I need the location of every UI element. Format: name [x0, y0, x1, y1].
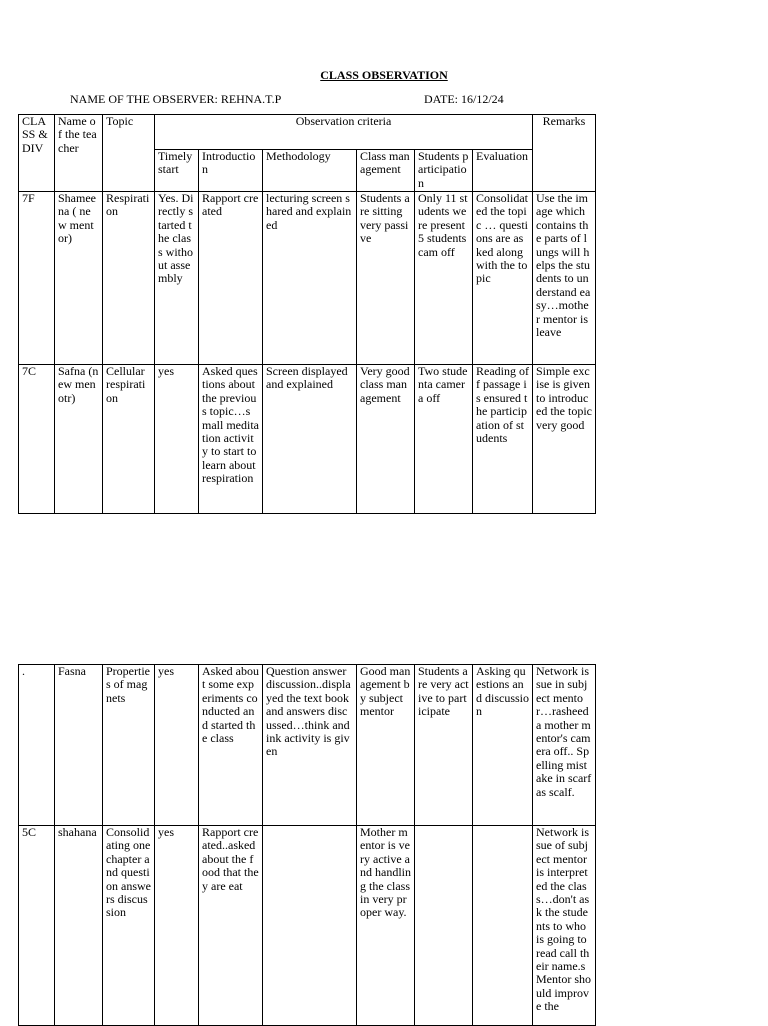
cell-topic: Properties of magnets [103, 665, 155, 826]
cell-teacher: Shameena ( new mentor) [55, 192, 103, 365]
table-row [19, 365, 596, 514]
cell-remarks: Use the image which contains the parts of lungs will helps the students to understand easy…mother mentor is leave [533, 192, 596, 365]
cell-topic: Respiration [103, 192, 155, 365]
header-observation-criteria: Observation criteria [155, 115, 533, 150]
cell-teacher: Fasna [55, 665, 103, 826]
cell-class-div: . [19, 665, 55, 826]
header-evaluation: Evaluation [473, 150, 533, 192]
cell-topic: Cellular respiration [103, 365, 155, 514]
cell-methodology [263, 826, 357, 1026]
header-class-div: CLASS & DIV [19, 115, 55, 192]
table-row [19, 826, 596, 1026]
cell-timely-start: yes [155, 365, 199, 514]
cell-class-div: 7C [19, 365, 55, 514]
header-students-participation: Students participation [415, 150, 473, 192]
header-class-management: Class management [357, 150, 415, 192]
cell-timely-start: yes [155, 665, 199, 826]
cell-introduction: Asked questions about the previous topic…small meditation activity to start to learn about respiration [199, 365, 263, 514]
cell-remarks: Network issue of subject mentor is interpreted the class…don't ask the students to who is going to read call their name.s Mentor should improve the [533, 826, 596, 1026]
cell-students-participation: Students are very active to participate [415, 665, 473, 826]
cell-class-management: Good management by subject mentor [357, 665, 415, 826]
table-row [19, 665, 596, 826]
cell-class-div: 7F [19, 192, 55, 365]
observation-table-continued [18, 664, 596, 1026]
cell-timely-start: yes [155, 826, 199, 1026]
cell-remarks: Network issue in subject mentor…rasheeda mother mentor's camera off.. Spelling mistake in scarf as scalf. [533, 665, 596, 826]
cell-methodology: Screen displayed and explained [263, 365, 357, 514]
observation-table [18, 114, 596, 514]
cell-remarks: Simple excise is given to introduced the topic very good [533, 365, 596, 514]
header-timely-start: Timely start [155, 150, 199, 192]
document-title: CLASS OBSERVATION [320, 68, 448, 82]
header-teacher: Name of the teacher [55, 115, 103, 192]
cell-methodology: Question answer discussion..displayed the text book and answers discussed…think and ink activity is given [263, 665, 357, 826]
cell-students-participation [415, 826, 473, 1026]
cell-introduction: Rapport created [199, 192, 263, 365]
header-methodology: Methodology [263, 150, 357, 192]
cell-class-management: Students are sitting very passive [357, 192, 415, 365]
cell-introduction: Rapport created..asked about the food that they are eat [199, 826, 263, 1026]
observer-name: NAME OF THE OBSERVER: REHNA.T.P [70, 92, 282, 106]
cell-evaluation [473, 826, 533, 1026]
cell-class-management: Very good class management [357, 365, 415, 514]
cell-students-participation: Only 11 students were present 5 students cam off [415, 192, 473, 365]
cell-methodology: lecturing screen shared and explained [263, 192, 357, 365]
table-row [19, 192, 596, 365]
header-introduction: Introduction [199, 150, 263, 192]
cell-class-management: Mother mentor is very active and handling the class in very proper way. [357, 826, 415, 1026]
cell-timely-start: Yes. Directly started the class without assembly [155, 192, 199, 365]
header-remarks: Remarks [533, 115, 596, 192]
header-topic: Topic [103, 115, 155, 192]
cell-teacher: shahana [55, 826, 103, 1026]
cell-introduction: Asked about some experiments conducted and started the class [199, 665, 263, 826]
cell-students-participation: Two studenta camera off [415, 365, 473, 514]
cell-evaluation: Reading off passage is ensured the participation of students [473, 365, 533, 514]
cell-class-div: 5C [19, 826, 55, 1026]
cell-teacher: Safna (new menotr) [55, 365, 103, 514]
cell-evaluation: Asking questions and discussion [473, 665, 533, 826]
cell-topic: Consolidating one chapter and question answers discussion [103, 826, 155, 1026]
observation-date: DATE: 16/12/24 [424, 92, 504, 106]
cell-evaluation: Consolidated the topic … questions are asked along with the topic [473, 192, 533, 365]
